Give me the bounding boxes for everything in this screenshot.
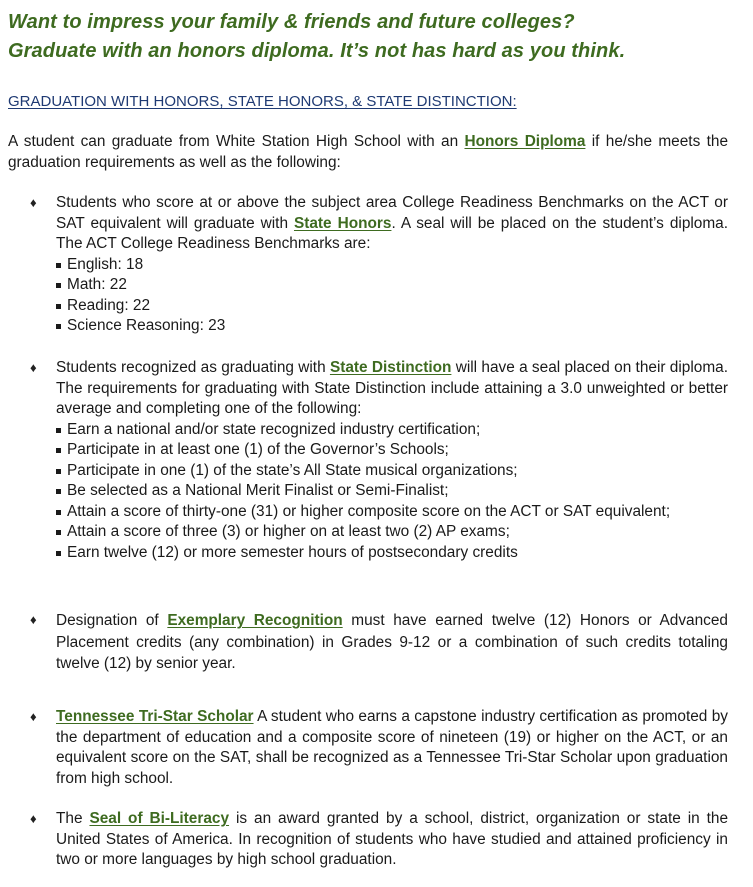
state-honors-bullet: Students who score at or above the subject area College Readiness Benchmarks on the ACT or SAT equivalent will graduate with State Honors. A seal will be placed on the student’s diploma. The ACT College Readiness Benchmarks are: English: 18 Math: 22 Reading: 22 Science Reasoning: 23 bbox=[56, 193, 728, 337]
square-bullet-icon bbox=[56, 428, 61, 433]
requirement-item: Earn twelve (12) or more semester hours of postsecondary credits bbox=[56, 543, 728, 564]
benchmark-item: Reading: 22 bbox=[56, 296, 728, 317]
benchmark-item: Science Reasoning: 23 bbox=[56, 316, 728, 337]
square-bullet-icon bbox=[56, 551, 61, 556]
intro-paragraph: A student can graduate from White Station High School with an Honors Diploma if he/she meets the graduation requirements as well as the following: bbox=[8, 133, 729, 171]
honors-diploma-link[interactable]: Honors Diploma bbox=[464, 133, 586, 150]
bullet-diamond-icon: ♦ bbox=[30, 709, 37, 724]
requirement-item: Be selected as a National Merit Finalist or Semi-Finalist; bbox=[56, 481, 728, 502]
square-bullet-icon bbox=[56, 510, 61, 515]
square-bullet-icon bbox=[56, 283, 61, 288]
square-bullet-icon bbox=[56, 263, 61, 268]
state-distinction-bullet: Students recognized as graduating with State Distinction will have a seal placed on their diploma. The requirements for graduating with State Distinction include attaining a 3.0 unweighted or better average and completing one of the following: Earn a national and/or state recognized industry certification; Participate in at least one (1) of the Governor’s Schools; Participate in one (1) of the state’s All State musical organizations; Be selected as a National Merit Finalist or Semi-Finalist; Attain a score of thirty-one (31) or higher composite score on the ACT or SAT equivalent; Attain a score of three (3) or higher on at least two (2) AP exams; Earn twelve (12) or more semester hours of postsecondary credits bbox=[56, 358, 728, 563]
tristar-scholar-link[interactable]: Tennessee Tri-Star Scholar bbox=[56, 708, 254, 725]
seal-of-biliteracy-link[interactable]: Seal of Bi-Literacy bbox=[89, 810, 230, 827]
requirement-item: Earn a national and/or state recognized industry certification; bbox=[56, 420, 728, 441]
state-distinction-link[interactable]: State Distinction bbox=[329, 359, 452, 376]
square-bullet-icon bbox=[56, 469, 61, 474]
square-bullet-icon bbox=[56, 304, 61, 309]
headline bbox=[8, 8, 748, 66]
bullet-diamond-icon: ♦ bbox=[30, 811, 37, 826]
square-bullet-icon bbox=[56, 489, 61, 494]
requirement-item: Participate in one (1) of the state’s All State musical organizations; bbox=[56, 461, 728, 482]
biliteracy-bullet: The Seal of Bi-Literacy is an award granted by a school, district, organization or state in the United States of America. In recognition of students who have studied and attained proficiency in two or more languages by high school graduation. bbox=[56, 810, 729, 868]
section-title: GRADUATION WITH HONORS, STATE HONORS, & STATE DISTINCTION: bbox=[8, 93, 517, 110]
tristar-scholar-bullet: Tennessee Tri-Star Scholar A student who earns a capstone industry certification as promoted by the department of education and a composite score of nineteen (19) or higher on the ACT, or an equivalent score on the SAT, shall be recognized as a Tennessee Tri-Star Scholar upon graduation from high school. bbox=[56, 708, 728, 787]
benchmark-item: Math: 22 bbox=[56, 275, 728, 296]
requirement-item: Attain a score of three (3) or higher on at least two (2) AP exams; bbox=[56, 522, 728, 543]
requirement-item: Participate in at least one (1) of the Governor’s Schools; bbox=[56, 440, 728, 461]
bullet-diamond-icon: ♦ bbox=[30, 360, 37, 375]
state-honors-link[interactable]: State Honors bbox=[293, 214, 392, 232]
exemplary-recognition-bullet: Designation of Exemplary Recognition must have earned twelve (12) Honors or Advanced Placement credits (any combination) in Grades 9-12 or a combination of such credits totaling twelve (12) by senior year. bbox=[56, 612, 728, 672]
requirement-item: Attain a score of thirty-one (31) or higher composite score on the ACT or SAT equivalent; bbox=[56, 502, 728, 523]
bullet-diamond-icon: ♦ bbox=[30, 195, 37, 210]
headline-line-1: Want to impress your family & friends and future colleges? bbox=[8, 11, 575, 33]
benchmark-item: English: 18 bbox=[56, 255, 728, 276]
exemplary-recognition-link[interactable]: Exemplary Recognition bbox=[167, 612, 343, 629]
square-bullet-icon bbox=[56, 448, 61, 453]
headline-line-2: Graduate with an honors diploma. It’s not has hard as you think. bbox=[8, 40, 626, 62]
bullet-diamond-icon: ♦ bbox=[30, 612, 37, 627]
square-bullet-icon bbox=[56, 324, 61, 329]
square-bullet-icon bbox=[56, 530, 61, 535]
